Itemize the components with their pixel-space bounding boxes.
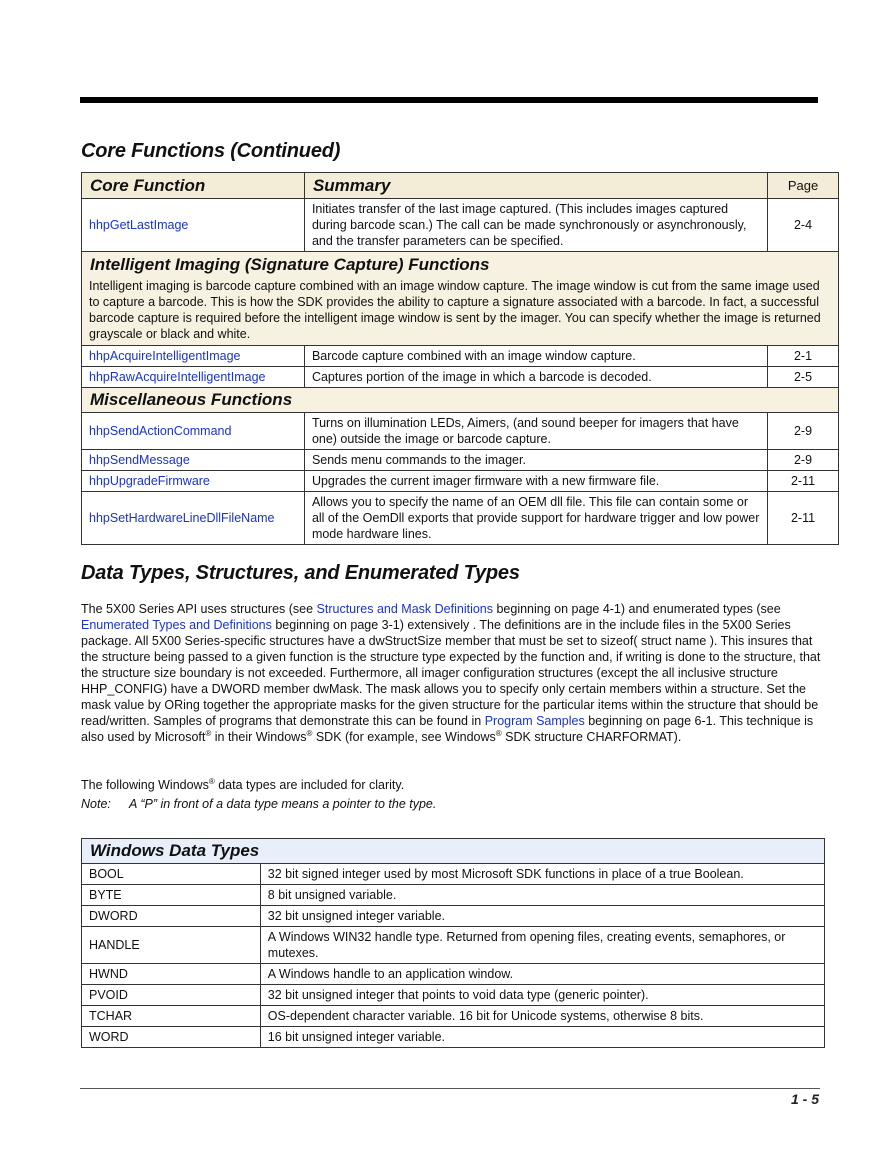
note-label: Note: bbox=[81, 797, 111, 811]
function-name-link[interactable]: hhpAcquireIntelligentImage bbox=[82, 346, 305, 367]
function-name-link[interactable]: hhpSetHardwareLineDllFileName bbox=[82, 492, 305, 545]
table-row bbox=[82, 964, 825, 985]
type-name: BYTE bbox=[82, 885, 261, 906]
function-summary: Initiates transfer of the last image captured. (This includes images captured during barcode scan.) The call can be made synchronously or asynchronously, and the transfer parameters can be specified. bbox=[304, 199, 767, 252]
header-core-function: Core Function bbox=[82, 173, 305, 199]
data-types-heading: Data Types, Structures, and Enumerated Types bbox=[81, 562, 520, 584]
function-summary: Allows you to specify the name of an OEM dll file. This file can contain some or all of the OemDll exports that provide support for hardware trigger and low power mode hardware lines. bbox=[304, 492, 767, 545]
type-name: HANDLE bbox=[82, 927, 261, 964]
table-row bbox=[82, 927, 825, 964]
windows-types-header: Windows Data Types bbox=[82, 839, 825, 864]
table-row bbox=[82, 864, 825, 885]
program-samples-link[interactable]: Program Samples bbox=[484, 714, 585, 728]
intelligent-imaging-description: Intelligent imaging is barcode capture combined with an image window capture. The image window is cut from the same image used to capture a barcode. This is how the SDK provides the ability to capture a signature associated with a barcode. In fact, a successful barcode capture is required before the intelligent image window is sent by the imager. You can specify whether the image is returned grayscale or black and white. bbox=[89, 279, 821, 341]
page-number: 1 - 5 bbox=[790, 1091, 819, 1107]
function-name-link[interactable]: hhpSendActionCommand bbox=[82, 413, 305, 450]
misc-functions-section bbox=[82, 388, 839, 413]
enumerated-types-link[interactable]: Enumerated Types and Definitions bbox=[81, 618, 272, 632]
table-row bbox=[82, 346, 839, 367]
intelligent-imaging-section bbox=[82, 252, 839, 346]
function-summary: Upgrades the current imager firmware with a new firmware file. bbox=[304, 471, 767, 492]
note bbox=[81, 797, 436, 811]
function-summary: Turns on illumination LEDs, Aimers, (and sound beeper for imagers that have one) outside the image or barcode capture. bbox=[304, 413, 767, 450]
function-summary: Captures portion of the image in which a barcode is decoded. bbox=[304, 367, 767, 388]
type-name: HWND bbox=[82, 964, 261, 985]
type-description: 16 bit unsigned integer variable. bbox=[260, 1027, 824, 1048]
type-name: PVOID bbox=[82, 985, 261, 1006]
intelligent-imaging-title: Intelligent Imaging (Signature Capture) Functions bbox=[90, 255, 490, 274]
table-row bbox=[82, 199, 839, 252]
function-name-link[interactable]: hhpSendMessage bbox=[82, 450, 305, 471]
type-name: BOOL bbox=[82, 864, 261, 885]
function-name-link[interactable]: hhpRawAcquireIntelligentImage bbox=[82, 367, 305, 388]
function-page: 2-11 bbox=[768, 471, 839, 492]
function-name-link[interactable]: hhpUpgradeFirmware bbox=[82, 471, 305, 492]
function-page: 2-1 bbox=[768, 346, 839, 367]
type-description: OS-dependent character variable. 16 bit for Unicode systems, otherwise 8 bits. bbox=[260, 1006, 824, 1027]
table-row bbox=[82, 492, 839, 545]
type-name: DWORD bbox=[82, 906, 261, 927]
top-rule bbox=[80, 97, 818, 103]
table-row bbox=[82, 906, 825, 927]
table-row bbox=[82, 450, 839, 471]
function-name-link[interactable]: hhpGetLastImage bbox=[82, 199, 305, 252]
table-row bbox=[82, 1027, 825, 1048]
type-description: 32 bit unsigned integer that points to void data type (generic pointer). bbox=[260, 985, 824, 1006]
table-row bbox=[82, 471, 839, 492]
table-row bbox=[82, 1006, 825, 1027]
data-types-paragraph: The 5X00 Series API uses structures (see Structures and Mask Definitions beginning on page 4-1) and enumerated types (see Enumerated Types and Definitions beginning on page 3-1) extensively . The definitions are in the include files in the 5X00 Series package. All 5X00 Series-specific structures have a dwStructSize member that must be set to sizeof( struct name ). This insures that the structure being passed to a given function is the structure type expected by the function and, if writing is done to the structure, that the structure size boundary is not exceeded. Furthermore, all imager configuration structures (except the all inclusive structure HHP_CONFIG) have a DWORD member dwMask. The mask allows you to specify only certain members within a structure. Set the mask value by ORing together the appropriate masks for the given structure for the particular items within the structure that should be read/written. Samples of programs that demonstrate this can be found in Program Samples beginning on page 6-1. This technique is also used by Microsoft® in their Windows® SDK (for example, see Windows® SDK structure CHARFORMAT). bbox=[81, 602, 821, 744]
windows-types-intro: The following Windows® data types are included for clarity. bbox=[81, 776, 405, 792]
structures-link[interactable]: Structures and Mask Definitions bbox=[316, 602, 493, 616]
type-name: TCHAR bbox=[82, 1006, 261, 1027]
core-functions-table bbox=[81, 172, 839, 545]
type-description: 32 bit unsigned integer variable. bbox=[260, 906, 824, 927]
type-description: A Windows WIN32 handle type. Returned from opening files, creating events, semaphores, or mutexes. bbox=[260, 927, 824, 964]
function-page: 2-9 bbox=[768, 413, 839, 450]
table-row bbox=[82, 885, 825, 906]
function-summary: Barcode capture combined with an image window capture. bbox=[304, 346, 767, 367]
table-row bbox=[82, 413, 839, 450]
windows-types-header-row bbox=[82, 839, 825, 864]
core-functions-heading: Core Functions (Continued) bbox=[81, 140, 341, 162]
type-description: 8 bit unsigned variable. bbox=[260, 885, 824, 906]
table-row bbox=[82, 367, 839, 388]
header-page: Page bbox=[768, 173, 839, 199]
bottom-rule bbox=[80, 1088, 820, 1089]
type-name: WORD bbox=[82, 1027, 261, 1048]
function-page: 2-5 bbox=[768, 367, 839, 388]
type-description: 32 bit signed integer used by most Microsoft SDK functions in place of a true Boolean. bbox=[260, 864, 824, 885]
function-page: 2-9 bbox=[768, 450, 839, 471]
type-description: A Windows handle to an application window. bbox=[260, 964, 824, 985]
note-text: A “P” in front of a data type means a pointer to the type. bbox=[129, 797, 437, 811]
function-summary: Sends menu commands to the imager. bbox=[304, 450, 767, 471]
misc-functions-title: Miscellaneous Functions bbox=[90, 390, 293, 409]
function-page: 2-4 bbox=[768, 199, 839, 252]
table-row bbox=[82, 985, 825, 1006]
function-page: 2-11 bbox=[768, 492, 839, 545]
header-summary: Summary bbox=[304, 173, 767, 199]
windows-data-types-table bbox=[81, 838, 825, 1048]
table-header-row bbox=[82, 173, 839, 199]
